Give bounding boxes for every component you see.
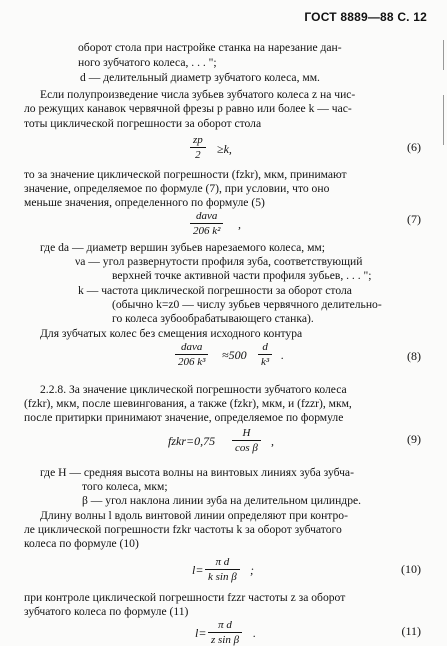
text-line: где da — диаметр вершин зубьев нарезаемого колеса, мм; — [40, 241, 325, 254]
fraction-bar — [190, 223, 223, 224]
formula-11-lhs: l= — [195, 626, 207, 640]
formula-9-numerator: H — [242, 427, 251, 439]
text-line: d — делительный диаметр зубчатого колеса, мм. — [80, 71, 320, 84]
formula-7-numerator: daνa — [196, 210, 218, 222]
formula-11-fraction — [208, 619, 242, 646]
formula-11-rest: . — [253, 626, 256, 640]
formula-6-rest: ≥k, — [217, 142, 232, 156]
scan-edge-mark — [443, 40, 444, 70]
text-line: νa — угол развернутости профиля зуба, соответствующий — [75, 255, 363, 268]
text-line: го колеса зубообрабатывающего станка). — [112, 312, 314, 325]
formula-10-fraction — [205, 556, 240, 583]
formula-10-rest: ; — [250, 563, 254, 577]
text-line: то за значение циклической погрешности (fzkr), мкм, принимают — [24, 168, 347, 181]
text-line: Длину волны l вдоль винтовой линии определяют при контро- — [40, 509, 348, 522]
formula-9-denominator: cos β — [235, 442, 258, 454]
formula-11-numerator: π d — [218, 619, 232, 631]
formula-8-denominator-2: k³ — [261, 356, 270, 368]
formula-8-fraction-right — [258, 341, 272, 368]
formula-8-fraction-left — [175, 341, 208, 368]
formula-10-numerator: π d — [215, 556, 230, 568]
formula-9-number: (9) — [407, 432, 421, 446]
formula-10-denominator: k sin β — [208, 571, 237, 583]
text-line: Если полупроизведение числа зубьев зубчатого колеса z на чис- — [40, 88, 356, 101]
fraction-bar — [208, 632, 242, 633]
fraction-bar — [205, 569, 240, 570]
text-line: (fzkr), мкм, после шевингования, а также (fzkr), мкм, и (fzzr), мкм, — [24, 397, 352, 410]
formula-8-denominator: 206 k³ — [178, 356, 206, 368]
text-line: ле циклической погрешности fzkr частоты k за оборот зубчатого — [24, 523, 342, 536]
formula-6-fraction — [190, 134, 206, 161]
formula-11-number: (11) — [401, 624, 421, 638]
fraction-bar — [190, 147, 206, 148]
text-line: того колеса, мкм; — [82, 480, 168, 493]
formula-6-number: (6) — [407, 140, 421, 154]
text-line: меньше значения, определенного по формуле (5) — [24, 196, 265, 209]
formula-10-number: (10) — [401, 562, 421, 576]
formula-7-denominator: 206 k² — [193, 225, 221, 237]
text-line: β — угол наклона линии зуба на делительном цилиндре. — [82, 494, 362, 507]
text-line: тоты циклической погрешности за оборот стола — [24, 117, 262, 130]
text-line: при контроле циклической погрешности fzzr частоты z за оборот — [24, 591, 346, 604]
scan-edge-mark — [443, 95, 444, 145]
fraction-bar — [232, 440, 261, 441]
text-line: k — частота циклической погрешности за оборот стола — [78, 284, 352, 297]
text-line: значение, определяемое по формуле (7), при условии, что оно — [24, 182, 330, 195]
formula-7-fraction — [190, 210, 223, 237]
text-line: оборот стола при настройке станка на нарезание дан- — [78, 41, 342, 54]
formula-6-numerator: zp — [193, 134, 203, 146]
formula-8-number: (8) — [407, 349, 421, 363]
fraction-bar — [258, 354, 272, 355]
text-line: верхней точке активной части профиля зубьев, . . . "; — [112, 269, 372, 282]
formula-8-numerator: daνa — [181, 341, 203, 353]
text-line: где H — средняя высота волны на винтовых линиях зуба зубча- — [40, 466, 354, 479]
text-line: ного зубчатого колеса, . . . "; — [78, 56, 217, 69]
formula-8-numerator-2: d — [262, 341, 268, 353]
formula-7-rest: , — [238, 217, 241, 231]
formula-7-number: (7) — [407, 212, 421, 226]
formula-9-rest: , — [271, 434, 274, 448]
text-line: Для зубчатых колес без смещения исходного контура — [40, 327, 303, 340]
text-line: зубчатого колеса по формуле (11) — [24, 605, 189, 618]
text-line: после притирки принимают значение, определяемое по формуле — [24, 411, 344, 424]
formula-6-denominator: 2 — [195, 149, 201, 161]
text-line: 2.2.8. За значение циклической погрешности зубчатого колеса — [40, 383, 347, 396]
formula-10-lhs: l= — [192, 563, 204, 577]
text-line: ло режущих канавок червячной фрезы p равно или более k — час- — [24, 102, 352, 115]
text-line: (обычно k=z0 — числу зубьев червячного делительно- — [112, 298, 382, 311]
formula-8-approx: ≈500 — [222, 348, 247, 362]
formula-8-rest: . — [281, 348, 284, 362]
page-header: ГОСТ 8889—88 С. 12 — [304, 10, 427, 24]
text-line: колеса по формуле (10) — [24, 537, 139, 550]
formula-9-lhs: fzkr=0,75 — [168, 434, 216, 448]
formula-9-fraction — [232, 427, 261, 454]
fraction-bar — [175, 354, 208, 355]
formula-11-denominator: z sin β — [211, 634, 240, 646]
